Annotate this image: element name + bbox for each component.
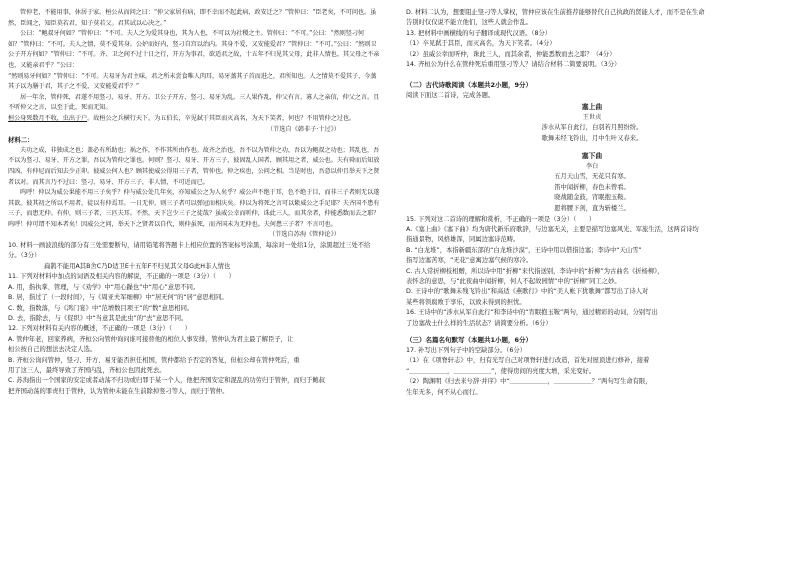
poem-line: 五月天山雪，无花只有寒。 bbox=[554, 173, 630, 181]
poem-author: 李白 bbox=[585, 162, 599, 170]
question-17-part-1: （1）在《项脊轩志》中，归有光写自己对项脊轩进行改造，首先对屋顶进行修补，接着 bbox=[406, 357, 650, 365]
question-15-option-d: D. 王诗中的“歌舞未残飞铃出”和高适《燕歌行》中的“美人帐下犹歌舞”都写出了诗人对 bbox=[406, 288, 649, 296]
poem-line: 笛中闻折柳，春色未曾看。 bbox=[554, 183, 630, 191]
question-13-part-2: （2）虽威公幸而听仲，诛此三人，而其余者，仲能悉数而去之耶？（4分） bbox=[406, 50, 616, 58]
poem-line: 愿将腰下剑，直为斩楼兰。 bbox=[554, 205, 630, 212]
question-12-option-c: C. 苏洵指出一个国家的安定或者动荡不归功或归罪于某一个人，他把齐国安定和混乱的功劳归于管仲，而归于鲍叔 bbox=[8, 377, 325, 385]
section-heading-dictation: （三）名篇名句默写（本题共1小题，6分） bbox=[406, 336, 533, 345]
question-16: 16. 王诗中的“涉水从军自此行”和李诗中的“宵眠抱玉鞍”两句，通过精彩的动词，分别写出 bbox=[406, 309, 658, 317]
question-15-option-a: A.《塞上曲》《塞下曲》均为唐代新乐府歌辞，与边塞无关，主要是描写边塞风光、军旅生活，这两首诗均 bbox=[406, 226, 699, 233]
question-11-option-b: B. 居，指过了（一段时间），与《周亚夫军细柳》中“居无何”的“居”意思相同。 bbox=[8, 294, 228, 302]
question-16-cont: 了边塞战士什么样的生活状态？请简要分析。（6分） bbox=[406, 319, 552, 327]
passage-paragraph: 居一年余，管仲死，君遂不用竖刁、易牙、开方。卫公子开方、竖刁、易牙为乱。三人果作乱，仲父有言，寡人之亲信，仲父之言。且不听仲父之言，以至于此，死而无知。 bbox=[8, 93, 380, 112]
question-11-option-c: C. 数，指数落，与《鸿门宴》中“范增数目项王”的“数”意思相同。 bbox=[8, 304, 194, 312]
question-12-option-d: D. 材料二认为，想要阻止竖刁等人掌权，管仲应该在生前推荐能够替代自己执政的贤能人才，而不是在生命 bbox=[406, 9, 705, 16]
question-12-option-d-cont: 告别时仅仅说不能立他们，这些人就会作乱。 bbox=[406, 19, 532, 27]
poem-title: 塞上曲 bbox=[581, 102, 603, 111]
question-15-option-d-cont: 某些将领腐败于享乐，以致未得到的担忧。 bbox=[406, 298, 526, 306]
question-11: 11. 下列对材料中加点的词语及相关内容的解说，不正确的一项是（3分）（ ） bbox=[8, 273, 235, 281]
question-12-option-b-cont: 用了这三人，最终导致了齐国内乱，齐桓公也因此死去。 bbox=[8, 366, 166, 374]
question-17: 17. 补写出下列句子中的空缺部分。（6分） bbox=[406, 347, 526, 355]
passage-text: 。故桓公之兵横行天下，为五伯长，卒见弑于其臣而灭高名，为天下笑者，何也？不用管仲之过也。 bbox=[87, 114, 355, 122]
source-citation: （节选自《韩非子·十过》） bbox=[266, 125, 340, 133]
passage-paragraph: 夫功之成，非独成之也；盖必有所助也；祸之作，不作其所由作也。故齐之治也，吾不以为管仲之功，吾以为鲍叔之功也；其乱也，吾不以为竖刁、易牙、开方之罪，吾以为管仲之罪也。何则？竖刁、易牙、开方三子，彼固乱人国者，顾其用之者，威公也。夫有舜而后知放四凶，有仲尼而后知去少正卯。彼威公何人也？顾其使威公得用三子者，管仲也。仲之疾也，公问之相。当是时也，吾意以仲且举天下之贤者以对。而其言乃不过曰：竖刁、易牙、开方三子，非人情，不可近而已。 bbox=[8, 146, 380, 186]
question-15-option-b-cont: 指写边塞苦寒，“无花”意寓边塞气候的寒冷。 bbox=[406, 257, 533, 265]
question-11-option-d: D. 去，指除去，与《促织》中“当意其是此虫”的“去”意思不同。 bbox=[8, 314, 188, 322]
poem-line: 晓战随金鼓，宵眠抱玉鞍。 bbox=[554, 194, 630, 202]
left-column bbox=[8, 8, 380, 397]
question-15-option-c: C. 古人常折柳枝相赠，所以诗中用“折柳”来代指送别，李诗中的“折柳”为古曲名《折杨柳》， bbox=[406, 267, 664, 275]
question-10: 10. 材料一画波浪线的部分有三处需要断句，请用铅笔将答题卡上相应位置的答案标号涂黑，每涂对一处给1分，涂黑超过三处不给分。（3分） bbox=[8, 242, 371, 260]
passage-paragraph: 呜呼！仲以为威公果能不用三子矣乎？仲与威公处几年矣，亦知威公之为人矣乎？威公声不绝于耳，色不绝于目，而非三子者则无以遂其欲。彼其初之所以不用者，徒以有仲焉耳。一日无仲，则三子者可以弹冠而相庆矣。仲以为将死之言可以絷威公之手足耶？夫齐国不患有三子，而患无仲。有仲，则三子者，三匹夫耳。不然，天下岂少三子之徒哉？虽威公幸而听仲，诛此三人，而其余者，仲能悉数而去之耶？呜呼！仲可谓不知本者矣！因威公之问，举天下之贤者以自代，则仲虽死，而齐国未为无仲也。夫何患三子者？不言可也。 bbox=[8, 189, 380, 228]
question-14: 14. 齐桓公为什么在管仲死后重用竖刁等人？请结合材料二简要说明。（3分） bbox=[406, 61, 621, 69]
question-15: 15. 下列对这二首诗的理解和赏析，不正确的一项是（3分）（ ） bbox=[406, 215, 596, 223]
material-heading: 材料二： bbox=[8, 136, 34, 145]
question-13: 13. 把材料中画横线的句子翻译成现代汉语。（8分） bbox=[406, 29, 552, 37]
section-intro: 阅读下面这二首诗，完成各题。 bbox=[406, 92, 495, 100]
passage-paragraph: 管仲老，不能用事，休居于家。桓公从而问之曰：“仲父家居有病，即不幸而不起此病，政安迁之？”管仲曰：“臣老矣，不可问也。虽然，臣闻之，知臣莫若君，知子莫若父。君其试以心决之。” bbox=[8, 9, 377, 27]
poem-author: 王世贞 bbox=[582, 113, 602, 121]
poem-title: 塞下曲 bbox=[581, 151, 603, 160]
question-12-option-a-cont: 桓公按自己的想法去决定人选。 bbox=[8, 346, 97, 354]
question-11-option-a: A. 用，指执掌、管理，与《劝学》中“用心躁也”中“用心”意思不同。 bbox=[8, 283, 200, 291]
question-12-option-a: A. 管仲年老，回家养病，齐桓公向管仲询问谁可接替他的相位人事安排，管仲认为君主最了解臣子，让 bbox=[8, 335, 294, 343]
wavy-underlined-text: 桓公身死数月不收，虫出于户 bbox=[8, 114, 88, 122]
poem-line: 涉水从军自此行，白羽若月照纷纷。 bbox=[541, 124, 643, 132]
question-12-option-c-cont: 把齐国动荡的罪责归于管仲，认为管仲未能在生前除掉竖刁等人，而归于管仲。 bbox=[8, 387, 229, 395]
question-12-option-b: B. 齐桓公询问管仲，竖刁、开方、易牙能否担任相国，管仲都给予否定的答复，但桓公却在管仲死后，重 bbox=[8, 356, 300, 364]
passage-paragraph: 公曰：“鲍叔牙何如？”管仲曰：“不可。夫人之为爱其身也，其为人也，不可以为社稷之主。管仲曰：“不可。”公曰：“然则竖刁何如？”管仲曰：“不可。夫人之情，莫不爱其身。公妒而好内，竖刁自宫以治内。其身不爱，又安能爱君？”管仲曰：“不可。”公曰：“然则卫公子开方何如？”管仲曰：“不可。齐、卫之间不过十日之行，开方为事君，欲适君之故，十五年不归见其父母，此非人情也。其父母之不亲也，又能亲君乎？”公曰： bbox=[8, 30, 380, 69]
question-12: 12. 下列对材料有关内容的概述，不正确的一项是（3分）（ ） bbox=[8, 325, 191, 333]
question-15-option-c-cont: 表怀念的意思，与“此夜曲中闻折柳，何人不起故园情”中的“折柳”同工之妙。 bbox=[406, 278, 621, 286]
passage-paragraph: “然则易牙何如？”管仲曰：“不可。夫易牙为君主味，君之所未尝食唯人肉耳，易牙蒸其子首而进之，君所知也。人之情莫不爱其子，今蒸其子以为膳于君，其子之不爱，又安能爱君乎？” bbox=[8, 72, 377, 91]
question-15-option-b: B. “白龙堆”，本指新疆东部的“白龙堆沙漠”，王诗中用以借指边塞；李诗中“天山雪” bbox=[406, 246, 642, 254]
question-10-line: 扁鹊不能用A其B舍C乃D适卫E十五年F不归见其父母G此H非人情也 bbox=[44, 262, 231, 270]
passage-paragraph bbox=[8, 114, 380, 125]
poem-line: 歌舞未经飞铃出，月中生叶又春来。 bbox=[541, 135, 643, 143]
question-17-part-2: （2）陶渊明《归去来兮辞·并序》中“＿＿＿＿＿＿，＿＿＿＿＿＿？”两句写生命有限， bbox=[406, 378, 652, 386]
question-17-part-2-cont: 生年无多，何不从心而行。 bbox=[406, 388, 482, 396]
question-15-option-a-cont: 指通景物，风格雄浑，同属边塞诗范畴。 bbox=[406, 236, 520, 244]
question-17-part-1-cont: “＿＿＿＿＿＿，＿＿＿＿＿＿”，使得房间的亮度大增，采光变好。 bbox=[406, 367, 596, 375]
question-13-part-1: （1）卒见弑于其臣，而灭高名，为天下笑者。（4分） bbox=[406, 40, 556, 48]
right-column bbox=[406, 8, 778, 398]
section-heading-poetry: （二）古代诗歌阅读（本题共2小题，9分） bbox=[406, 81, 533, 90]
source-citation: （节选自苏洵《管仲论》） bbox=[268, 231, 340, 239]
